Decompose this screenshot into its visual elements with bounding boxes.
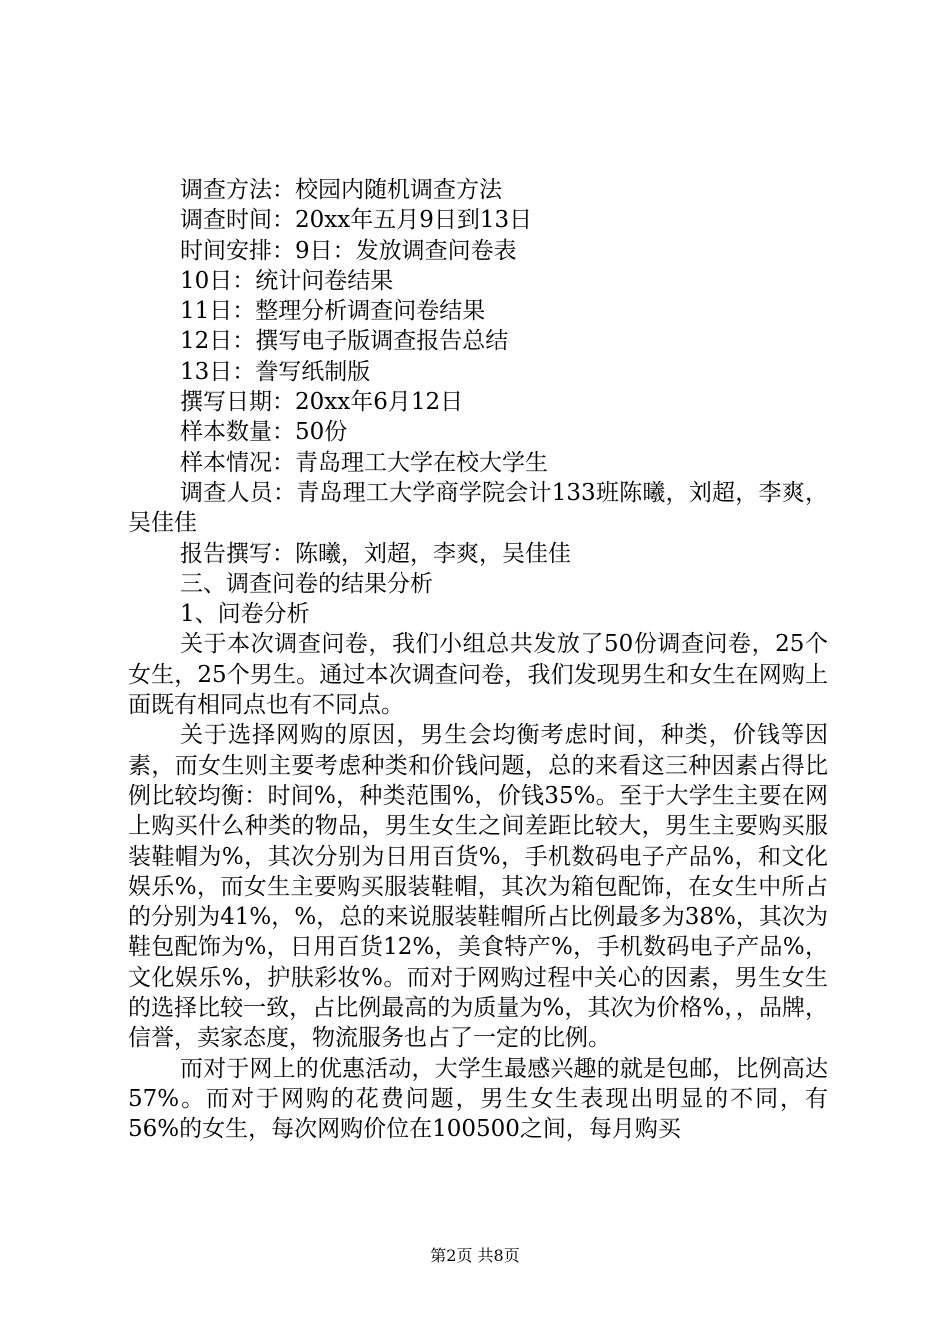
text-line: 样本数量：50份 — [180, 419, 348, 446]
text-line: 样本情况：青岛理工大学在校大学生 — [180, 449, 548, 476]
document-body — [128, 175, 828, 1145]
text-line: 10日：统计问卷结果 — [180, 267, 394, 294]
page-footer — [0, 1243, 950, 1266]
body-paragraph: 关于本次调查问卷，我们小组总共发放了50份调查问卷，25个女生，25个男生。通过本次调查问卷，我们发现男生和女生在网购上面既有相同点也有不同点。 — [128, 631, 828, 719]
subsection-heading: 1、问卷分析 — [180, 601, 310, 628]
personnel-paragraph: 调查人员：青岛理工大学商学院会计133班陈曦，刘超，李爽，吴佳佳 — [128, 479, 828, 537]
body-paragraph: 而对于网上的优惠活动，大学生最感兴趣的就是包邮，比例高达57%。而对于网购的花费问题，男生女生表现出明显的不同，有56%的女生，每次网购价位在100500之间，每月购买 — [128, 1055, 828, 1143]
text-line: 11日：整理分析调查问卷结果 — [180, 298, 486, 325]
body-paragraph: 关于选择网购的原因，男生会均衡考虑时间，种类，价钱等因素，而女生则主要考虑种类和价钱问题，总的来看这三种因素占得比例比较均衡：时间%，种类范围%，价钱35%。至于大学生主要在网上购买什么种类的物品，男生女生之间差距比较大，男生主要购买服装鞋帽为%，其次分别为日用百货%，手机数码电子产品%，和文化娱乐%，而女生主要购买服装鞋帽，其次为箱包配饰，在女生中所占的分别为41%，%，总的来说服装鞋帽所占比例最多为38%，其次为鞋包配饰为%，日用百货12%，美食特产%，手机数码电子产品%，文化娱乐%，护肤彩妆%。而对于网购过程中关心的因素，男生女生的选择比较一致，占比例最高的为质量为%，其次为价格%，，品牌，信誉，卖家态度，物流服务也占了一定的比例。 — [128, 722, 828, 1052]
section-heading: 三、调查问卷的结果分析 — [180, 570, 433, 597]
page-number-label: 第2页 共8页 — [430, 1246, 520, 1265]
text-line: 时间安排：9日：发放调查问卷表 — [180, 237, 517, 264]
text-line: 调查时间：20xx年五月9日到13日 — [180, 207, 533, 234]
text-line: 12日：撰写电子版调查报告总结 — [180, 328, 509, 355]
text-line: 撰写日期：20xx年6月12日 — [180, 389, 464, 416]
text-line: 13日：誊写纸制版 — [180, 358, 371, 385]
text-line: 调查方法：校园内随机调查方法 — [180, 177, 502, 203]
author-line: 报告撰写：陈曦，刘超，李爽，吴佳佳 — [180, 540, 571, 567]
